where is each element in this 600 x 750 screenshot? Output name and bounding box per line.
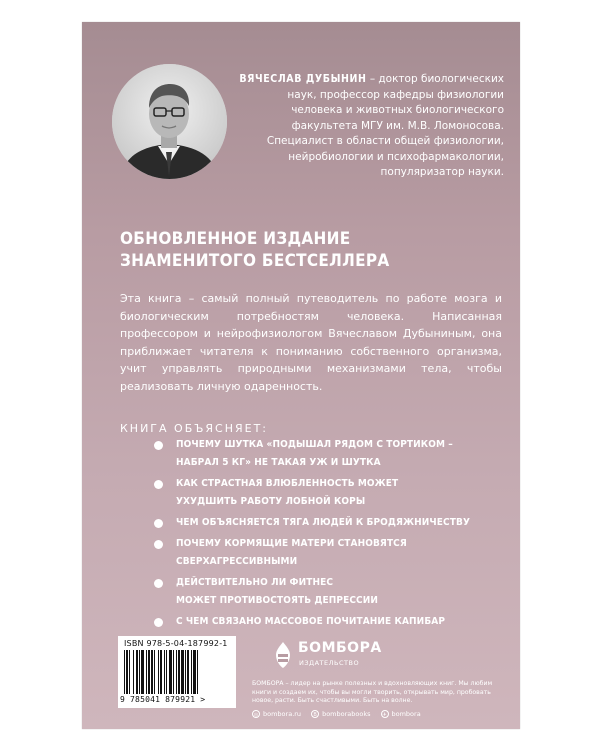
isbn-text: ISBN 978-5-04-187992-1 — [124, 639, 228, 648]
social-site[interactable] — [252, 710, 301, 718]
publisher-text: БОМБОРА – лидер на рынке полезных и вдохновляющих книг. Мы любим книги и создаем их, чтобы вы могли творить, открывать мир, пробовать новое, расти. Быть счастливыми. Быть на волне. — [252, 680, 493, 705]
author-photo — [112, 64, 227, 179]
bombora-logo-icon — [272, 640, 294, 670]
headline-line-1: ОБНОВЛЕННОЕ ИЗДАНИЕ — [120, 229, 351, 249]
social-vk[interactable] — [311, 710, 370, 718]
publisher-subtitle: ИЗДАТЕЛЬСТВО — [299, 659, 360, 667]
ean-digits: 9 785041 879921 > — [120, 695, 206, 704]
barcode-box — [118, 636, 236, 708]
author-bio — [234, 72, 504, 181]
list-item: ЧЕМ ОБЪЯСНЯЕТСЯ ТЯГА ЛЮДЕЙ К БРОДЯЖНИЧЕСТВУ — [154, 514, 494, 532]
explains-title: КНИГА ОБЪЯСНЯЕТ: — [120, 422, 269, 435]
book-back-cover — [82, 22, 520, 729]
globe-icon: ◎ — [253, 712, 259, 718]
book-description: Эта книга – самый полный путеводитель по работе мозга и биологическим потребностям человека. Написанная профессором и нейрофизиологом Вячеславом Дубыниным, она приближает читателя к пониманию собственного организма, учит управлять природными механизмами тела, чтобы реализовать личную одаренность. — [120, 292, 502, 393]
list-item: ДЕЙСТВИТЕЛЬНО ЛИ ФИТНЕС МОЖЕТ ПРОТИВОСТОЯТЬ ДЕПРЕССИИ — [154, 574, 494, 610]
publisher-socials — [252, 710, 504, 718]
list-item: ПОЧЕМУ КОРМЯЩИЕ МАТЕРИ СТАНОВЯТСЯ СВЕРХАГРЕССИВНЫМИ — [154, 535, 494, 571]
social-label: bombora.ru — [263, 710, 302, 718]
author-name: ВЯЧЕСЛАВ ДУБЫНИН — [239, 73, 367, 85]
telegram-icon: ✈ — [382, 712, 387, 718]
headline-line-2: ЗНАМЕНИТОГО БЕСТСЕЛЛЕРА — [120, 251, 390, 271]
list-item: КАК СТРАСТНАЯ ВЛЮБЛЕННОСТЬ МОЖЕТ УХУДШИТЬ РАБОТУ ЛОБНОЙ КОРЫ — [154, 475, 494, 511]
publisher-logo — [272, 640, 392, 674]
barcode-image — [124, 650, 230, 694]
publisher-name: БОМБОРА — [298, 640, 382, 656]
author-bio-text: – доктор биологических наук, профессор кафедры физиологии человека и животных биологического факультета МГУ им. М.В. Ломоносова. Специалист в области общей физиологии, нейробиологии и психофармакологии, популяризатор науки. — [266, 73, 504, 178]
list-item: С ЧЕМ СВЯЗАНО МАССОВОЕ ПОЧИТАНИЕ КАПИБАР — [154, 613, 494, 631]
headline — [120, 228, 500, 272]
list-item: ПОЧЕМУ ШУТКА «ПОДЫШАЛ РЯДОМ С ТОРТИКОМ – НАБРАЛ 5 КГ» НЕ ТАКАЯ УЖ И ШУТКА — [154, 436, 494, 472]
author-portrait-image — [112, 64, 227, 179]
social-telegram[interactable] — [381, 710, 421, 718]
vk-icon: В — [311, 710, 319, 718]
explains-list — [154, 436, 494, 634]
social-label: bombora — [391, 710, 421, 718]
social-label: bomborabooks — [322, 710, 371, 718]
